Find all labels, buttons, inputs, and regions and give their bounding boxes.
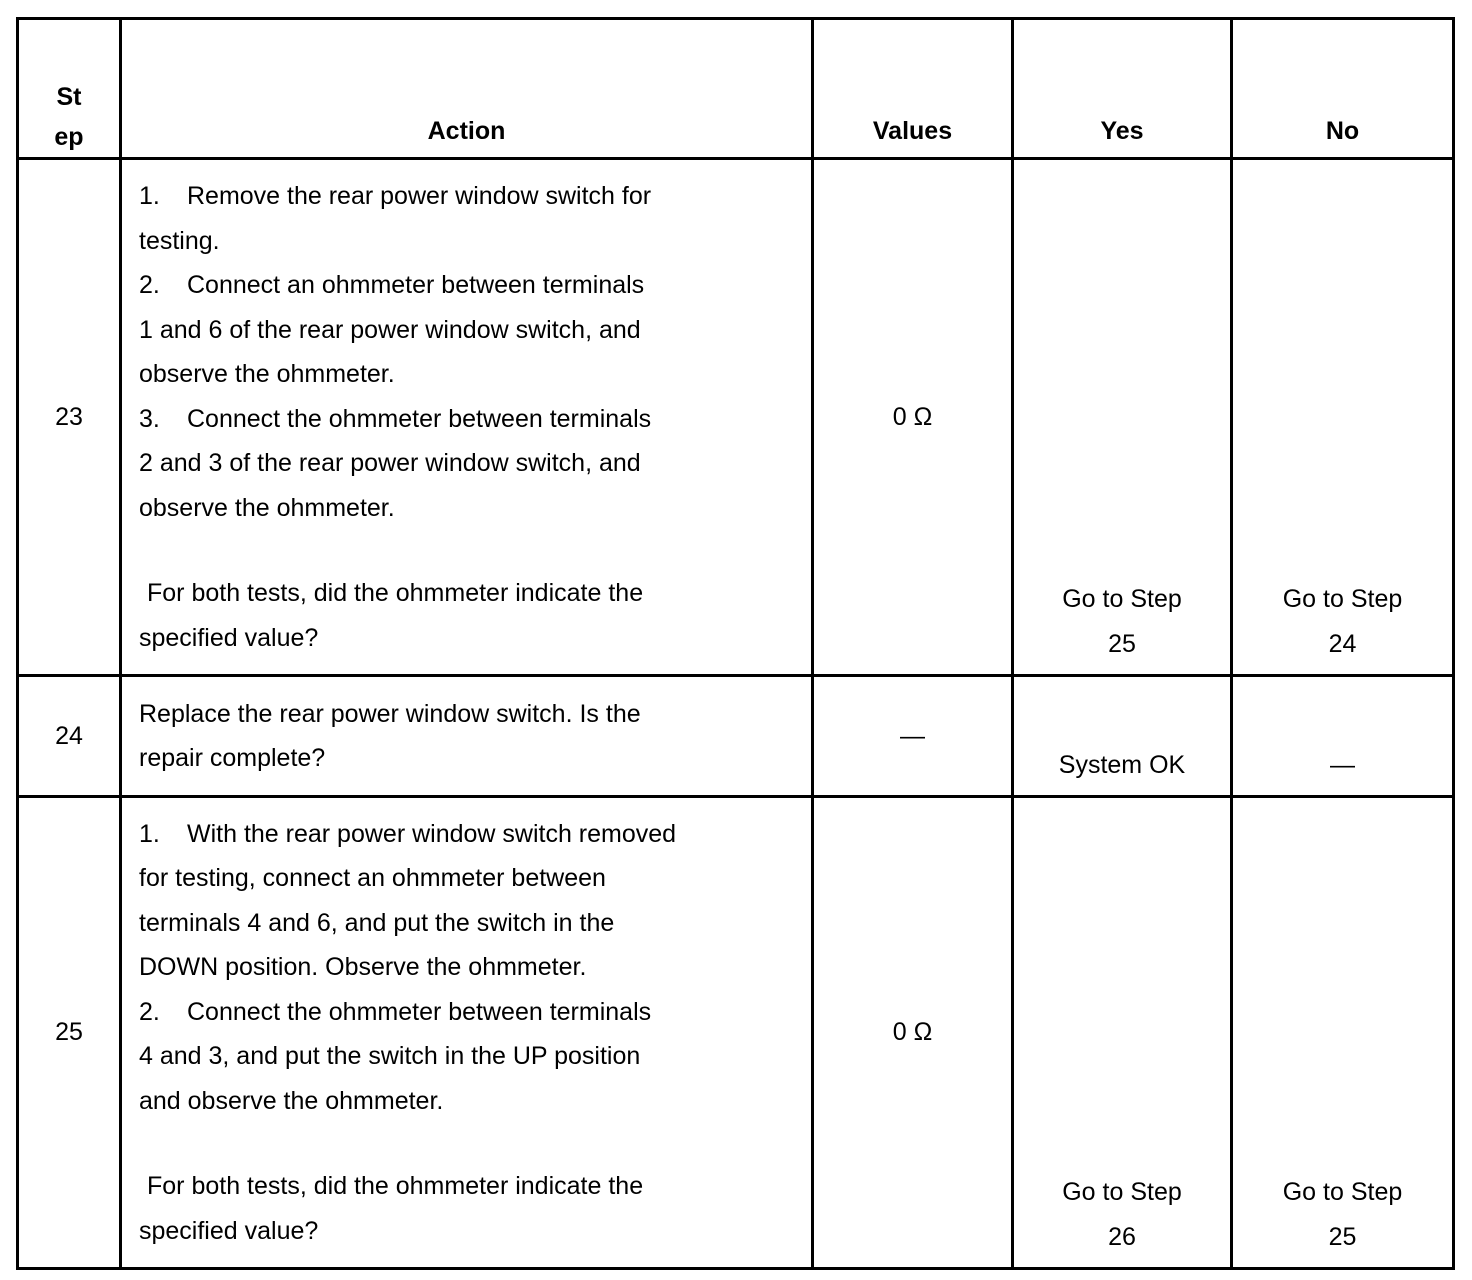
table-row-24: [18, 676, 1454, 797]
action-line: terminals 4 and 6, and put the switch in the: [139, 908, 615, 937]
table-row-23: [18, 159, 1454, 676]
item-number: 1.: [139, 182, 160, 210]
action-line: [139, 397, 791, 442]
item-text: Remove the rear power window switch for: [187, 182, 652, 210]
no-text: Go to Step: [1282, 1178, 1403, 1206]
action-line: [139, 990, 791, 1035]
item-text: Connect an ohmmeter between terminals: [187, 271, 645, 299]
no-cell: [1232, 797, 1454, 1269]
question-line: For both tests, did the ohmmeter indicate the: [147, 579, 644, 607]
table-row-25: [18, 797, 1454, 1269]
action-line: [139, 174, 791, 219]
action-line: observe the ohmmeter.: [139, 493, 395, 522]
action-line: DOWN position. Observe the ohmmeter.: [139, 953, 587, 982]
yes-step: 25: [1108, 629, 1136, 658]
header-action: Action: [121, 19, 813, 159]
item-text: Connect the ohmmeter between terminals: [187, 997, 652, 1026]
header-values: Values: [813, 19, 1013, 159]
step-number: 24: [18, 676, 121, 797]
action-line: 1 and 6 of the rear power window switch, and: [139, 315, 641, 344]
value-cell: 0 Ω: [813, 159, 1013, 676]
no-step: 25: [1328, 1222, 1357, 1251]
action-line: 2 and 3 of the rear power window switch, and: [139, 449, 641, 477]
yes-text: Go to Step: [1062, 1178, 1182, 1206]
action-cell: [121, 797, 813, 1269]
header-no: No: [1232, 19, 1454, 159]
yes-cell: [1013, 797, 1232, 1269]
no-step: 24: [1328, 629, 1357, 658]
action-line: observe the ohmmeter.: [139, 360, 395, 388]
spacer: [139, 530, 791, 571]
no-cell: [1232, 159, 1454, 676]
yes-text: Go to Step: [1062, 585, 1182, 613]
value-cell: 0 Ω: [813, 797, 1013, 1269]
yes-step: 26: [1108, 1222, 1136, 1251]
item-text: Connect the ohmmeter between terminals: [187, 404, 652, 433]
value-cell: —: [813, 676, 1013, 797]
header-step: [18, 19, 121, 159]
item-number: 3.: [139, 404, 160, 433]
action-line: testing.: [139, 226, 220, 255]
spacer: [139, 1123, 791, 1164]
action-line: for testing, connect an ohmmeter between: [139, 864, 606, 893]
header-row: [18, 19, 1454, 159]
step-number: 23: [18, 159, 121, 676]
action-line: and observe the ohmmeter.: [139, 1086, 444, 1115]
item-number: 2.: [139, 997, 160, 1026]
header-yes: Yes: [1013, 19, 1232, 159]
action-line: [139, 812, 791, 857]
header-step-line-1: St: [56, 83, 82, 111]
yes-cell: [1013, 159, 1232, 676]
item-number: 2.: [139, 271, 160, 299]
yes-cell: System OK: [1013, 676, 1232, 797]
action-line: repair complete?: [139, 744, 326, 772]
item-text: With the rear power window switch removed: [187, 819, 677, 848]
no-text: Go to Step: [1282, 585, 1403, 613]
item-number: 1.: [139, 819, 160, 848]
diagnostic-table: [16, 17, 1455, 1270]
action-cell: [121, 159, 813, 676]
action-cell: [121, 676, 813, 797]
question-line: specified value?: [139, 623, 319, 652]
question-line: For both tests, did the ohmmeter indicate the: [147, 1172, 644, 1201]
action-line: [139, 263, 791, 308]
header-step-line-2: ep: [54, 123, 84, 151]
action-line: 4 and 3, and put the switch in the UP position: [139, 1042, 641, 1071]
step-number: 25: [18, 797, 121, 1269]
no-cell: —: [1232, 676, 1454, 797]
question-line: specified value?: [139, 1216, 319, 1245]
action-line: Replace the rear power window switch. Is the: [139, 699, 641, 728]
